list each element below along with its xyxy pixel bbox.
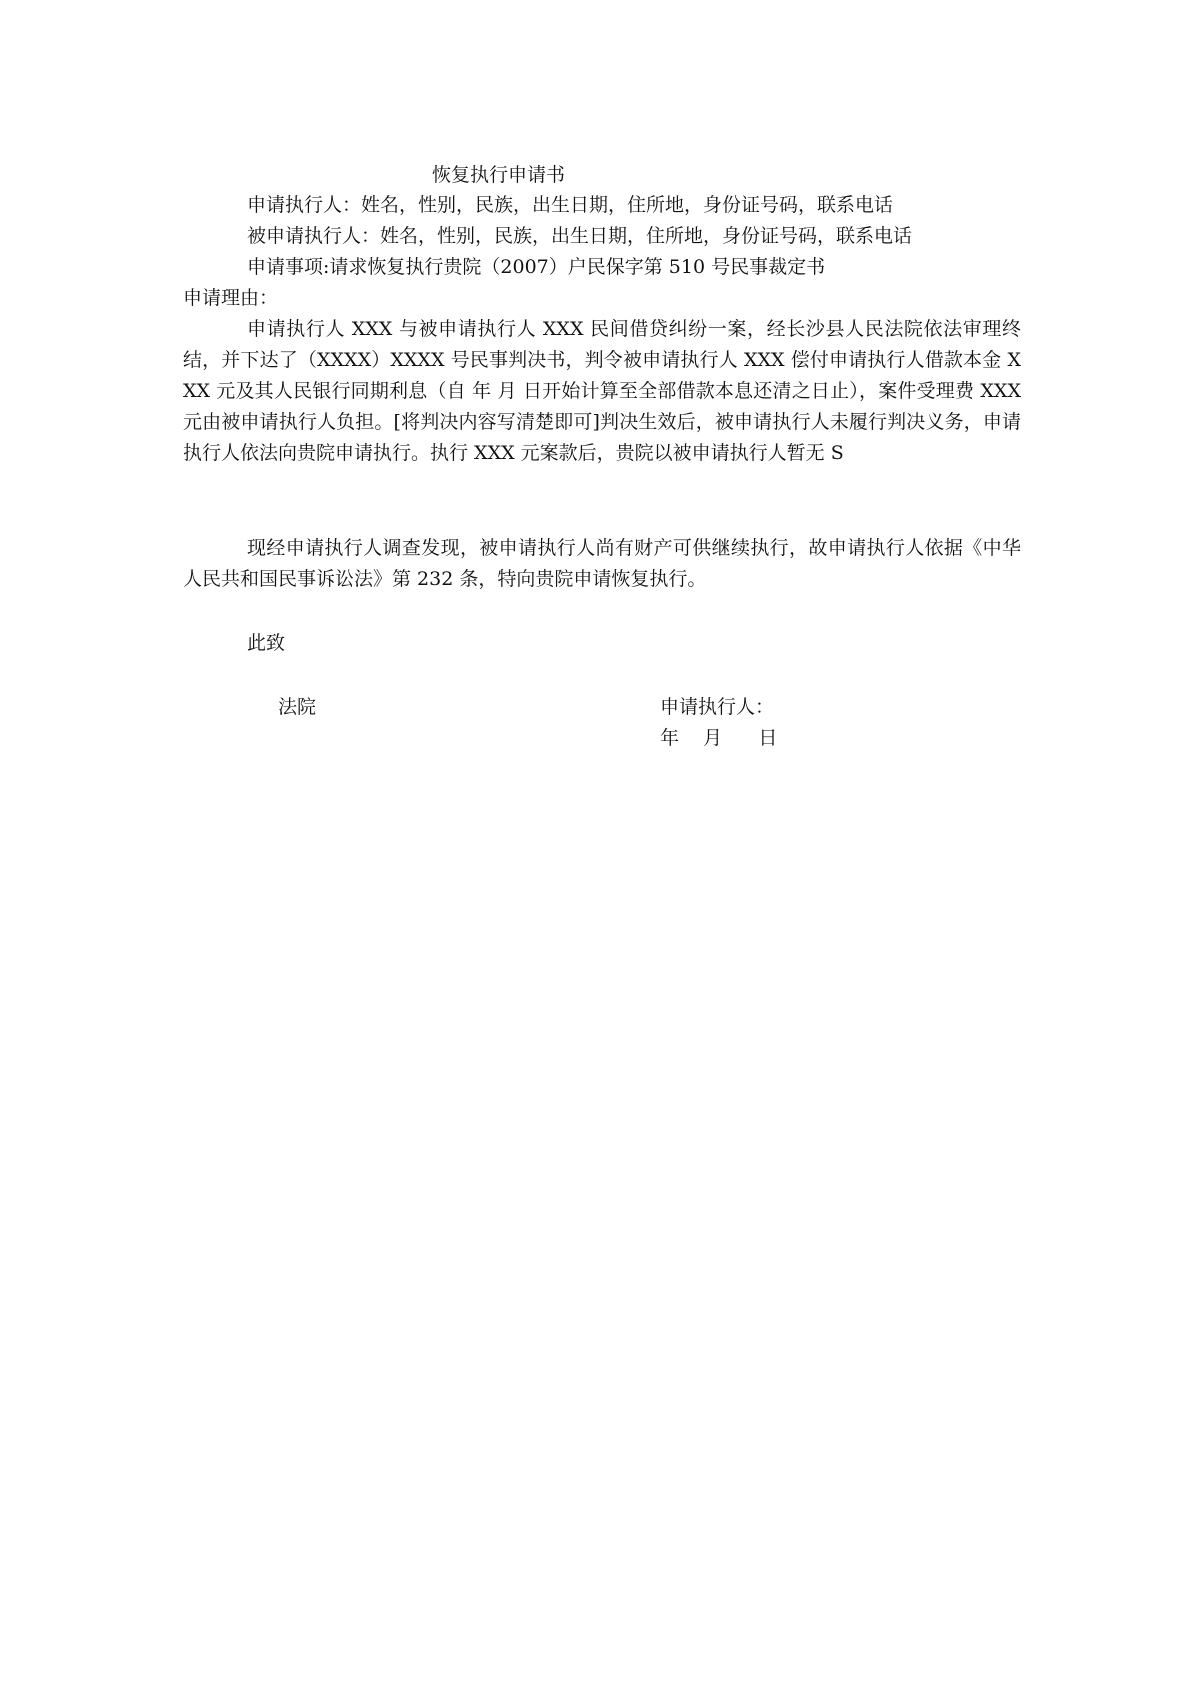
reason-paragraph-1: 申请执行人 XXX 与被申请执行人 XXX 民间借贷纠纷一案，经长沙县人民法院依法审理终结，并下达了（XXXX）XXXX 号民事判决书，判令被申请执行人 XXX 偿付申请执行人借款本金 XXX 元及其人民银行同期利息（自 年 月 日开始计算至全部借款本息还清之日止），案件受理费 XXX 元由被申请执行人负担。[将判决内容写清楚即可]判决生效后，被申请执行人未履行判决义务，申请执行人依法向贵院申请执行。执行 XXX 元案款后，贵院以被申请执行人暂无 S — [183, 318, 1021, 464]
respondent-line: 被申请执行人：姓名，性别，民族，出生日期，住所地，身份证号码，联系电话 — [247, 225, 913, 247]
court-name: 法院 — [278, 696, 317, 718]
signature-label: 申请执行人： — [660, 696, 775, 718]
reason-heading: 申请理由： — [183, 287, 279, 309]
matter-line: 申请事项:请求恢复执行贵院（2007）户民保字第 510 号民事裁定书 — [247, 256, 826, 278]
document-title: 恢复执行申请书 — [432, 164, 566, 186]
reason-paragraph-2: 现经申请执行人调查发现，被申请执行人尚有财产可供继续执行，故申请执行人依据《中华人民共和国民事诉讼法》第 232 条，特向贵院申请恢复执行。 — [183, 537, 1021, 590]
date-line: 年 月 日 — [660, 727, 778, 749]
salutation: 此致 — [247, 632, 286, 654]
applicant-line: 申请执行人：姓名，性别，民族，出生日期，住所地，身份证号码，联系电话 — [247, 194, 894, 216]
